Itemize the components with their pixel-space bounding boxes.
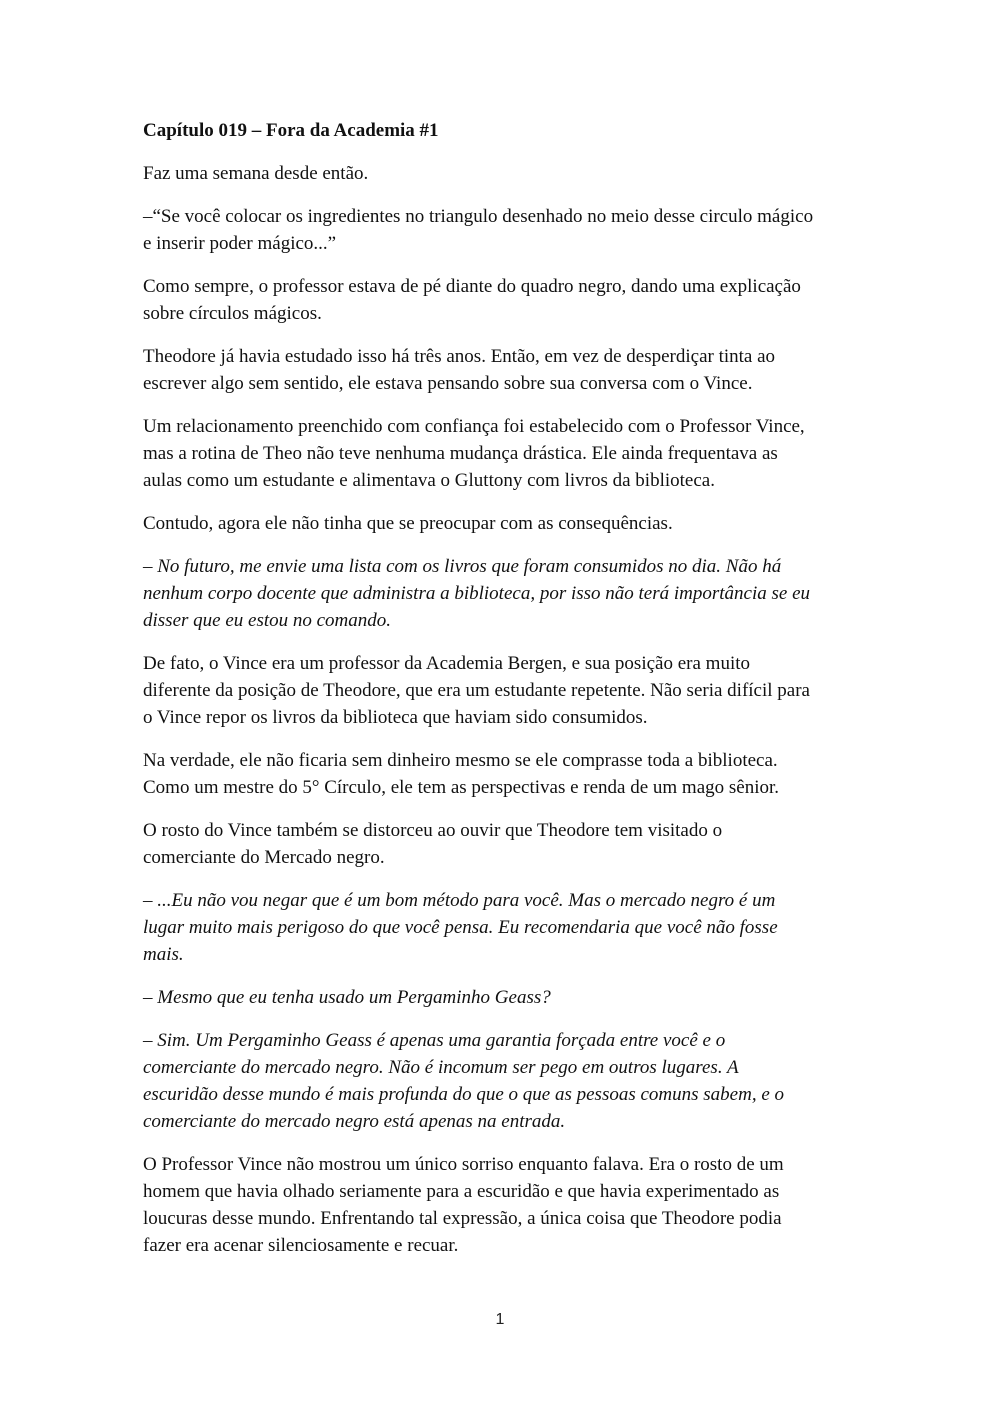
paragraph-line: Faz uma semana desde então. xyxy=(143,163,369,184)
paragraph-line: Como um mestre do 5° Círculo, ele tem as perspectivas e renda de um mago sênior. xyxy=(143,777,780,798)
paragraph-line: lugar muito mais perigoso do que você pensa. Eu recomendaria que você não fosse xyxy=(143,917,778,938)
document-body xyxy=(143,117,858,1275)
paragraph-line: – Sim. Um Pergaminho Geass é apenas uma garantia forçada entre você e o xyxy=(143,1030,726,1051)
narrative-paragraph xyxy=(143,1151,858,1259)
paragraph-line: comerciante do mercado negro está apenas na entrada. xyxy=(143,1111,566,1132)
paragraph-line: diferente da posição de Theodore, que era um estudante repetente. Não seria difícil para xyxy=(143,680,810,701)
narrative-paragraph xyxy=(143,817,858,871)
paragraph-line: De fato, o Vince era um professor da Academia Bergen, e sua posição era muito xyxy=(143,653,750,674)
narrative-paragraph xyxy=(143,413,858,494)
paragraph-line: O Professor Vince não mostrou um único sorriso enquanto falava. Era o rosto de um xyxy=(143,1154,784,1175)
paragraph-line: fazer era acenar silenciosamente e recuar. xyxy=(143,1235,459,1256)
dialogue-paragraph xyxy=(143,887,858,968)
narrative-paragraph xyxy=(143,160,858,187)
narrative-paragraph xyxy=(143,650,858,731)
narrative-paragraph xyxy=(143,343,858,397)
paragraph-line: Um relacionamento preenchido com confiança foi estabelecido com o Professor Vince, xyxy=(143,416,805,437)
paragraph-line: – No futuro, me envie uma lista com os livros que foram consumidos no dia. Não há xyxy=(143,556,782,577)
paragraph-line: escuridão desse mundo é mais profunda do que o que as pessoas comuns sabem, e o xyxy=(143,1084,785,1105)
paragraph-line: nenhum corpo docente que administra a biblioteca, por isso não terá importância se eu xyxy=(143,583,811,604)
paragraph-line: mas a rotina de Theo não teve nenhuma mudança drástica. Ele ainda frequentava as xyxy=(143,443,778,464)
paragraph-line: Como sempre, o professor estava de pé diante do quadro negro, dando uma explicação xyxy=(143,276,801,297)
paragraph-line: Contudo, agora ele não tinha que se preocupar com as consequências. xyxy=(143,513,673,534)
paragraph-line: sobre círculos mágicos. xyxy=(143,303,322,324)
page-number: 1 xyxy=(495,1311,505,1328)
narrative-paragraph xyxy=(143,747,858,801)
paragraph-line: – Mesmo que eu tenha usado um Pergaminho Geass? xyxy=(143,987,551,1008)
dialogue-paragraph xyxy=(143,984,858,1011)
dialogue-paragraph xyxy=(143,1027,858,1135)
paragraph-line: o Vince repor os livros da biblioteca que haviam sido consumidos. xyxy=(143,707,648,728)
narrative-paragraph xyxy=(143,273,858,327)
paragraph-line: homem que havia olhado seriamente para a escuridão e que havia experimentado as xyxy=(143,1181,780,1202)
paragraph-line: Na verdade, ele não ficaria sem dinheiro mesmo se ele comprasse toda a biblioteca. xyxy=(143,750,778,771)
paragraph-line: –“Se você colocar os ingredientes no triangulo desenhado no meio desse circulo mágico xyxy=(143,206,814,227)
paragraph-line: – ...Eu não vou negar que é um bom método para você. Mas o mercado negro é um xyxy=(143,890,776,911)
paragraph-line: mais. xyxy=(143,944,184,965)
paragraph-line: escrever algo sem sentido, ele estava pensando sobre sua conversa com o Vince. xyxy=(143,373,753,394)
narrative-paragraph xyxy=(143,203,858,257)
paragraph-line: comerciante do mercado negro. Não é incomum ser pego em outros lugares. A xyxy=(143,1057,739,1078)
paragraph-line: O rosto do Vince também se distorceu ao ouvir que Theodore tem visitado o xyxy=(143,820,723,841)
paragraph-line: loucuras desse mundo. Enfrentando tal expressão, a única coisa que Theodore podia xyxy=(143,1208,782,1229)
paragraph-line: Theodore já havia estudado isso há três anos. Então, em vez de desperdiçar tinta ao xyxy=(143,346,776,367)
narrative-paragraph xyxy=(143,510,858,537)
paragraph-line: disser que eu estou no comando. xyxy=(143,610,392,631)
chapter-title: Capítulo 019 – Fora da Academia #1 xyxy=(143,120,439,141)
dialogue-paragraph xyxy=(143,553,858,634)
paragraph-list xyxy=(143,160,858,1259)
paragraph-line: aulas como um estudante e alimentava o Gluttony com livros da biblioteca. xyxy=(143,470,715,491)
paragraph-line: comerciante do Mercado negro. xyxy=(143,847,385,868)
paragraph-line: e inserir poder mágico...” xyxy=(143,233,337,254)
